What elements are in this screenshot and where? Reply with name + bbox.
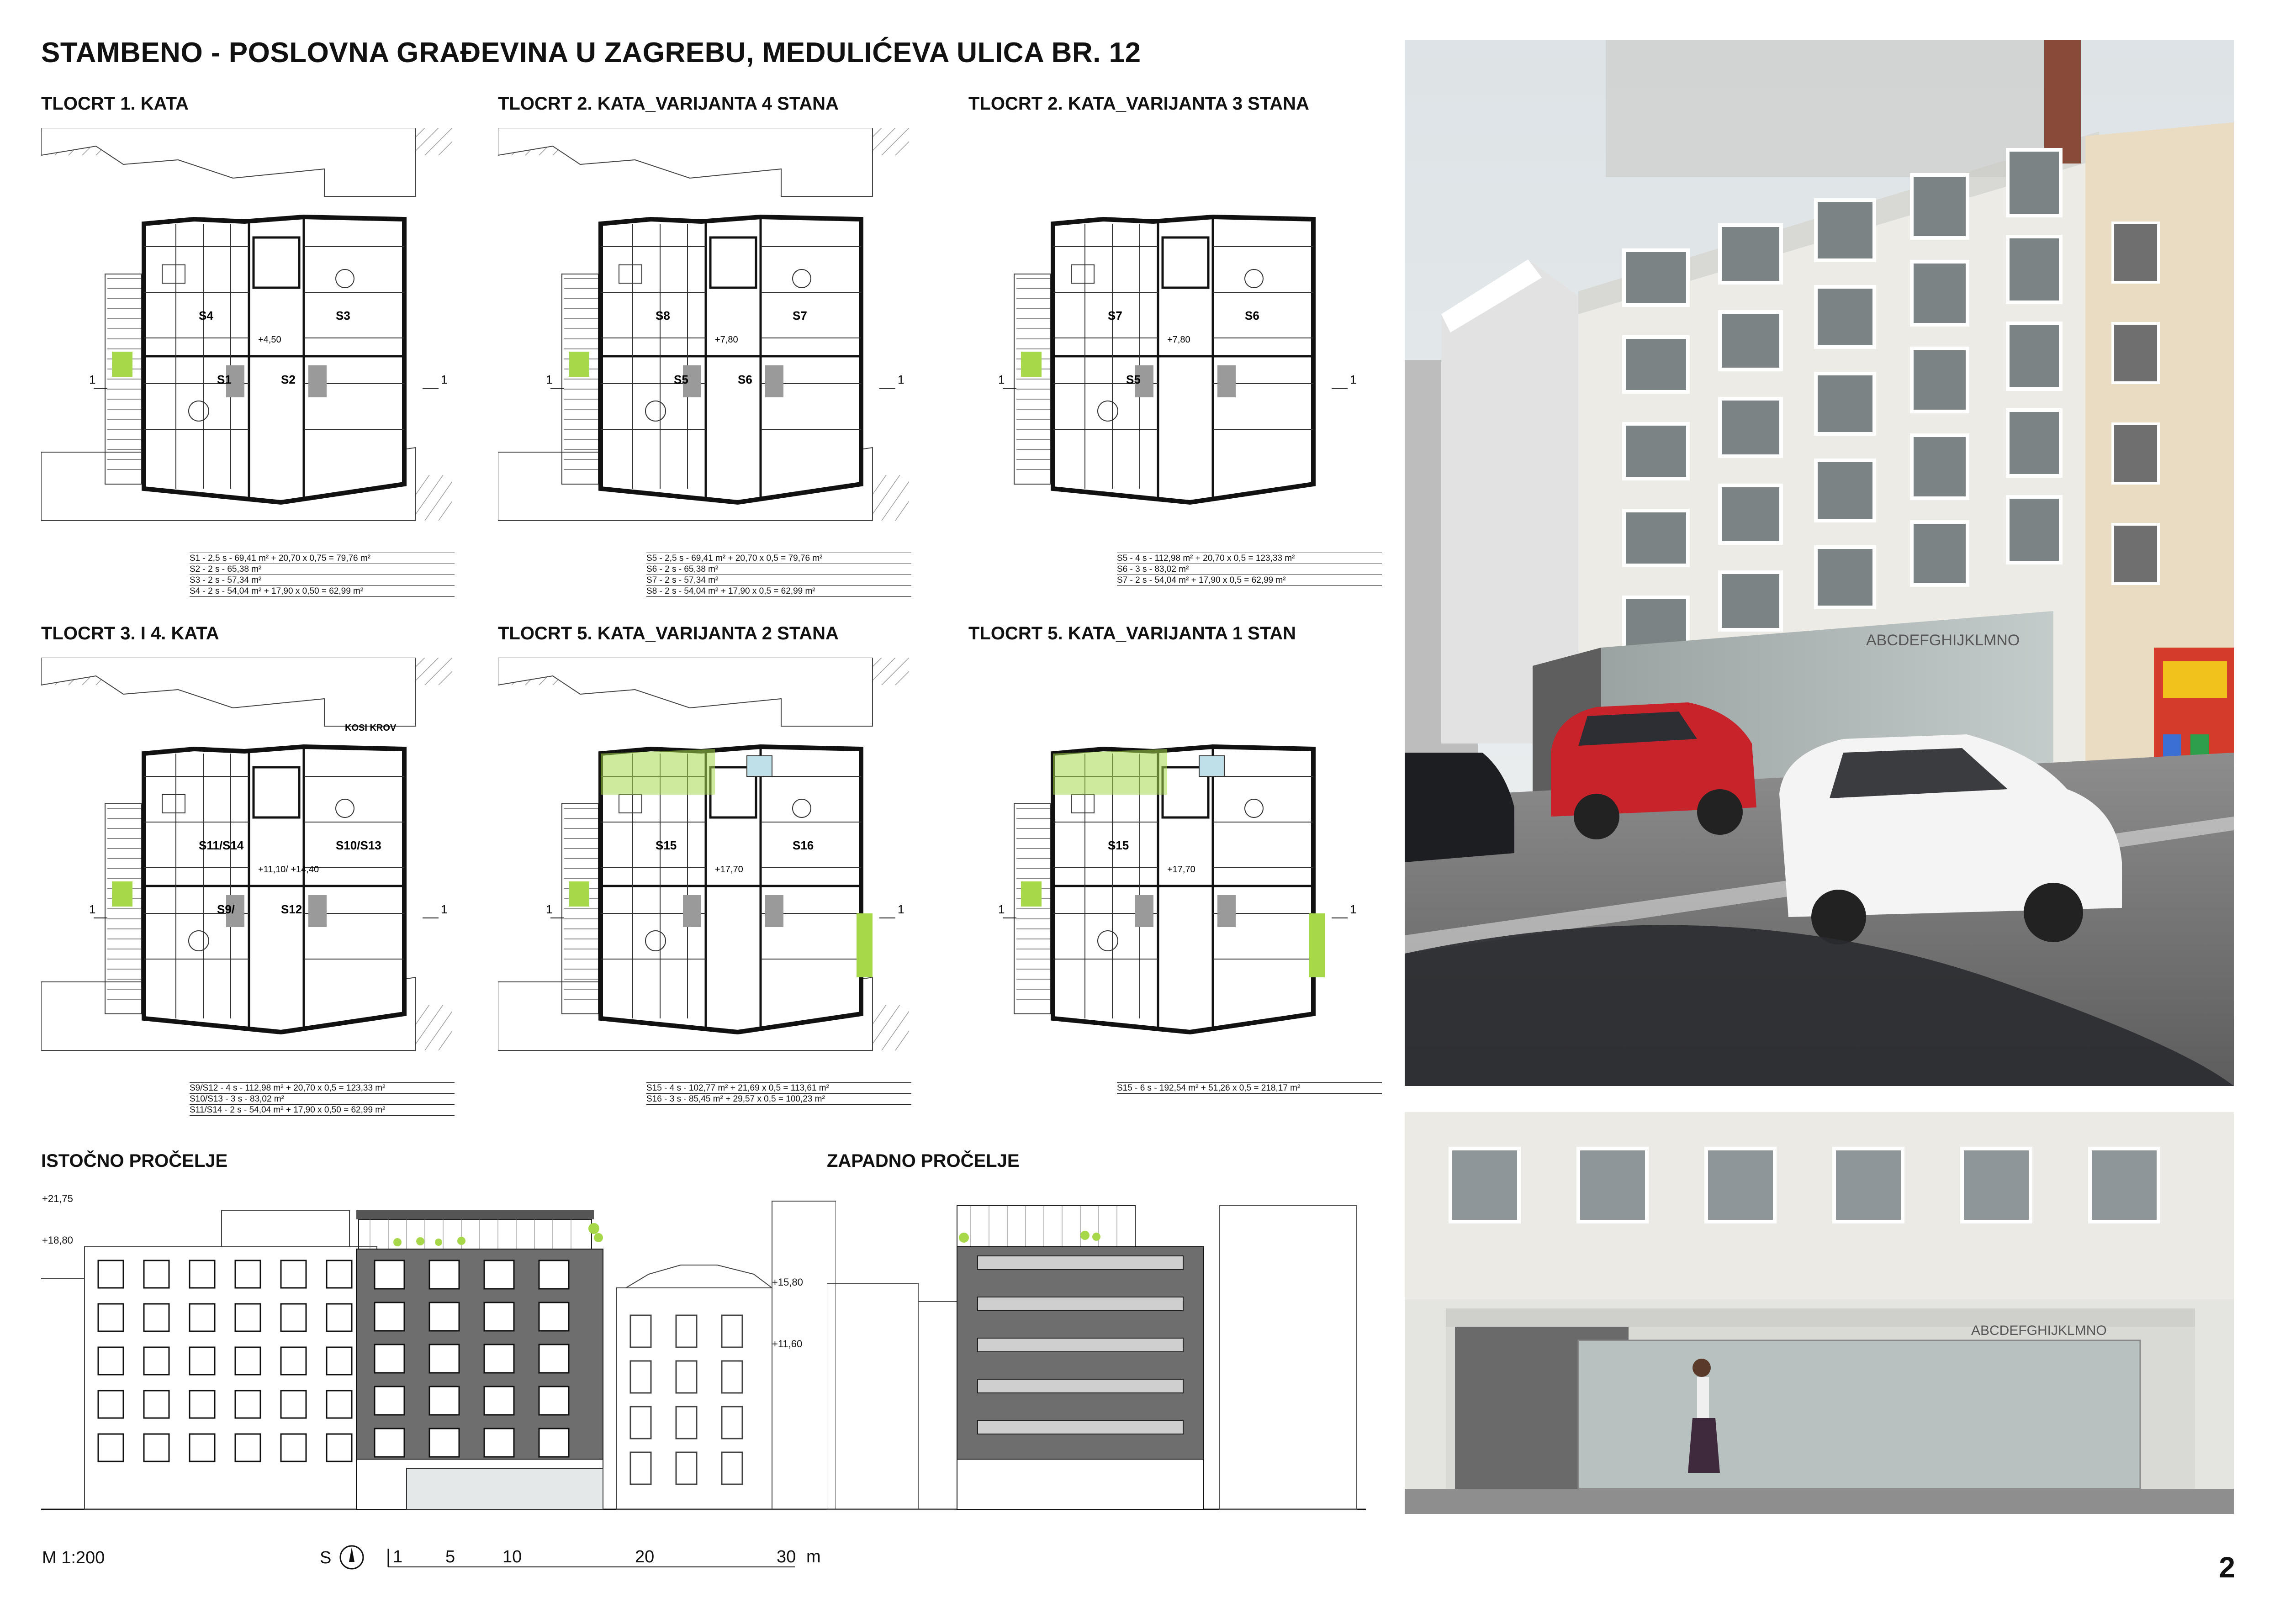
section-mark: 1 xyxy=(898,902,904,916)
east-elevation-title: ISTOČNO PROČELJE xyxy=(41,1151,228,1171)
unit-label: S6 xyxy=(738,373,752,386)
unit-label: S9/ xyxy=(217,902,235,916)
area-table-row: S7 - 2 s - 54,04 m² + 17,90 x 0,5 = 62,99 m² xyxy=(1117,575,1382,586)
unit-label: S8 xyxy=(656,309,670,322)
scale-tick-label: 10 xyxy=(502,1547,522,1566)
west-elevation-title: ZAPADNO PROČELJE xyxy=(827,1151,1020,1171)
north-arrow-icon xyxy=(338,1544,365,1571)
plan-title: TLOCRT 2. KATA_VARIJANTA 3 STANA xyxy=(968,94,1309,114)
north-label: S xyxy=(320,1548,332,1567)
level-label: +7,80 xyxy=(1167,335,1190,345)
unit-label: S2 xyxy=(281,373,296,386)
floor-plan-drawing xyxy=(498,658,909,1069)
page-number: 2 xyxy=(2219,1551,2235,1584)
section-mark: 1 xyxy=(546,373,553,386)
section-mark: 1 xyxy=(998,902,1005,916)
section-mark: 1 xyxy=(441,902,448,916)
level-label: +17,70 xyxy=(715,865,743,875)
unit-label: S11/S14 xyxy=(199,838,244,852)
section-mark: 1 xyxy=(441,373,448,386)
area-table-row: S7 - 2 s - 57,34 m² xyxy=(646,575,911,586)
sheet-title: STAMBENO - POSLOVNA GRAĐEVINA U ZAGREBU, MEDULIĆEVA ULICA BR. 12 xyxy=(41,37,1141,69)
area-table-row: S1 - 2,5 s - 69,41 m² + 20,70 x 0,75 = 79,76 m² xyxy=(190,553,455,564)
area-table-row: S2 - 2 s - 65,38 m² xyxy=(190,564,455,575)
area-table-row: S10/S13 - 3 s - 83,02 m² xyxy=(190,1094,455,1105)
area-table xyxy=(1117,1082,1382,1094)
level-label: +17,70 xyxy=(1167,865,1195,875)
plan-title: TLOCRT 2. KATA_VARIJANTA 4 STANA xyxy=(498,94,839,114)
unit-label: S4 xyxy=(199,309,213,322)
west-elevation-drawing xyxy=(827,1197,1366,1512)
area-table-row: S6 - 2 s - 65,38 m² xyxy=(646,564,911,575)
floor-plan-drawing xyxy=(41,658,452,1069)
render-lettering: ABCDEFGHIJKLMNO xyxy=(1971,1323,2107,1338)
level-label: +4,50 xyxy=(258,335,281,345)
floor-plan-drawing xyxy=(41,128,452,539)
plan-title: TLOCRT 5. KATA_VARIJANTA 1 STAN xyxy=(968,623,1296,643)
unit-label: S7 xyxy=(793,309,807,322)
floor-plan-drawing xyxy=(498,128,909,539)
roof-label: KOSI KROV xyxy=(345,723,397,733)
unit-label: S7 xyxy=(1108,309,1122,322)
area-table-row: S8 - 2 s - 54,04 m² + 17,90 x 0,5 = 62,99 m² xyxy=(646,586,911,597)
unit-label: S16 xyxy=(793,838,814,852)
section-mark: 1 xyxy=(1350,373,1357,386)
section-mark: 1 xyxy=(1350,902,1357,916)
section-mark: 1 xyxy=(89,902,96,916)
plan-title: TLOCRT 3. I 4. KATA xyxy=(41,623,219,643)
east-elevation-drawing xyxy=(41,1197,836,1512)
floor-plan-drawing xyxy=(968,658,1380,1069)
unit-label: S5 xyxy=(674,373,688,386)
scale-tick-label: 30 xyxy=(777,1547,796,1566)
unit-label: S6 xyxy=(1245,309,1259,322)
unit-label: S1 xyxy=(217,373,232,386)
section-mark: 1 xyxy=(546,902,553,916)
unit-label: S12 xyxy=(281,902,302,916)
plan-title: TLOCRT 5. KATA_VARIJANTA 2 STANA xyxy=(498,623,839,643)
level-label: +7,80 xyxy=(715,335,738,345)
area-table xyxy=(190,553,455,597)
plan-title: TLOCRT 1. KATA xyxy=(41,94,189,114)
scale-tick-label: 5 xyxy=(445,1547,455,1566)
area-table xyxy=(646,553,911,597)
level-label: +11,10/ +14,40 xyxy=(258,865,319,875)
street-photo xyxy=(1405,40,2234,1086)
unit-label: S5 xyxy=(1126,373,1141,386)
area-table xyxy=(1117,553,1382,586)
scale-tick-label: m xyxy=(806,1547,821,1566)
unit-label: S10/S13 xyxy=(336,838,381,852)
unit-label: S15 xyxy=(1108,838,1129,852)
level-label: +21,75 xyxy=(42,1193,73,1204)
section-mark: 1 xyxy=(898,373,904,386)
area-table-row: S6 - 3 s - 83,02 m² xyxy=(1117,564,1382,575)
facade-lettering: ABCDEFGHIJKLMNO xyxy=(1866,632,2020,649)
area-table-row: S3 - 2 s - 57,34 m² xyxy=(190,575,455,586)
area-table-row: S5 - 2,5 s - 69,41 m² + 20,70 x 0,5 = 79,76 m² xyxy=(646,553,911,564)
area-table-row: S15 - 6 s - 192,54 m² + 51,26 x 0,5 = 218,17 m² xyxy=(1117,1082,1382,1094)
scale-tick-label: 1 xyxy=(393,1547,403,1566)
area-table-row: S5 - 4 s - 112,98 m² + 20,70 x 0,5 = 123,33 m² xyxy=(1117,553,1382,564)
area-table-row: S15 - 4 s - 102,77 m² + 21,69 x 0,5 = 113,61 m² xyxy=(646,1082,911,1094)
area-table xyxy=(646,1082,911,1105)
area-table-row: S4 - 2 s - 54,04 m² + 17,90 x 0,50 = 62,99 m² xyxy=(190,586,455,597)
scale-label: M 1:200 xyxy=(42,1548,105,1567)
area-table-row: S9/S12 - 4 s - 112,98 m² + 20,70 x 0,5 = 123,33 m² xyxy=(190,1082,455,1094)
unit-label: S3 xyxy=(336,309,350,322)
level-label: +11,60 xyxy=(772,1338,803,1350)
facade-render xyxy=(1405,1112,2234,1514)
area-table-row: S11/S14 - 2 s - 54,04 m² + 17,90 x 0,50 = 62,99 m² xyxy=(190,1105,455,1116)
section-mark: 1 xyxy=(89,373,96,386)
scale-tick-label: 20 xyxy=(635,1547,655,1566)
section-mark: 1 xyxy=(998,373,1005,386)
unit-label: S15 xyxy=(656,838,677,852)
floor-plan-drawing xyxy=(968,128,1380,539)
area-table-row: S16 - 3 s - 85,45 m² + 29,57 x 0,5 = 100,23 m² xyxy=(646,1094,911,1105)
level-label: +18,80 xyxy=(42,1234,73,1246)
level-label: +15,80 xyxy=(772,1276,803,1288)
area-table xyxy=(190,1082,455,1116)
